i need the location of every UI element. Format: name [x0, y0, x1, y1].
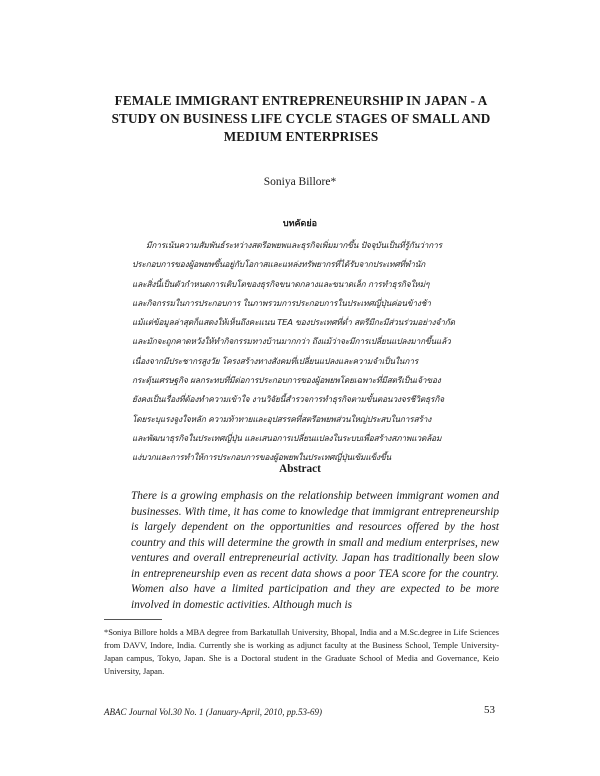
thai-abstract-line: แม้แต่ข้อมูลล่าสุดก็แสดงให้เห็นถึงคะแนน TEA ของประเทศที่ต่ำ สตรีมีกะมีส่วนร่วมอย่างจำกัด	[132, 317, 455, 328]
thai-abstract-line: และสิ่งนี้เป็นตัวกำหนดการเติบโตของธุรกิจขนาดกลางและขนาดเล็ก การทำธุรกิจใหม่ๆ	[132, 278, 430, 289]
paper-title: FEMALE IMMIGRANT ENTREPRENEURSHIP IN JAPAN - A STUDY ON BUSINESS LIFE CYCLE STAGES OF SMALL AND MEDIUM ENTERPRISES	[111, 93, 491, 144]
author-name: Soniya Billore*	[263, 176, 337, 188]
thai-abstract-line: มีการเน้นความสัมพันธ์ระหว่างสตรีอพยพและธุรกิจเพิ่มมากขึ้น ปัจจุบันเป็นที่รู้กันว่าการ	[146, 240, 442, 250]
thai-abstract-line: เนื่องจากมีประชากรสูงวัย โครงสร้างทางสังคมที่เปลี่ยนแปลงและความจำเป็นในการ	[132, 355, 419, 366]
page-number: 53	[484, 704, 495, 716]
journal-citation: ABAC Journal Vol.30 No. 1 (January-April, 2010, pp.53-69)	[104, 707, 322, 717]
abstract-heading: Abstract	[279, 463, 321, 475]
footnote-divider	[104, 619, 162, 620]
thai-abstract-line: ยังคงเป็นเรื่องที่ต้องทำความเข้าใจ งานวิจัยนี้สำรวจการทำธุรกิจตามขั้นตอนวงจรชีวิตธุรกิจ	[132, 394, 444, 405]
abstract-body: There is a growing emphasis on the relationship between immigrant women and businesses. With time, it has come to knowledge that immigrant entrepreneurship is largely dependent on the opportunities and resources offered by the host country and this will determine the growth in small and medium enterprises, new ventures and overall entrepreneurial activity. Japan has traditionally been slow in entrepreneurship even as recent data shows a poor TEA score for the country. Women also have a limited participation and they are expected to be more involved in domestic activities. Although much is	[131, 490, 499, 611]
thai-abstract-body	[132, 236, 497, 468]
thai-abstract-line: กระตุ้นเศรษฐกิจ ผลกระทบที่มีต่อการประกอบการของผู้อพยพโดยเฉพาะที่มีสตรีเป็นเจ้าของ	[132, 375, 441, 386]
thai-abstract-line: และพัฒนาธุรกิจในประเทศญี่ปุ่น และเสนอการเปลี่ยนแปลงในระบบเพื่อสร้างสภาพแวดล้อม	[132, 432, 442, 443]
author-footnote: *Soniya Billore holds a MBA degree from Barkatullah University, Bhopal, India and a M.Sc.degree in Life Sciences from DAVV, Indore, India. Currently she is working as adjunct faculty at the Business School, Temple University-Japan campus, Tokyo, Japan. She is a Doctoral student in the Graduate School of Media and Governance, Keio University, Japan.	[104, 628, 499, 676]
thai-abstract-line: และกิจกรรมในการประกอบการ ในภาพรวมการประกอบการในประเทศญี่ปุ่นค่อนข้างช้า	[132, 297, 431, 308]
thai-abstract-line: แง่บวกและการทำให้การประกอบการของผู้อพยพในประเทศญี่ปุ่นเข้มแข็งขึ้น	[132, 452, 392, 463]
thai-abstract-heading: บทคัดย่อ	[282, 219, 318, 229]
thai-abstract-line: ประกอบการของผู้อพยพขึ้นอยู่กับโอกาสและแหล่งทรัพยากรที่ได้รับจากประเทศที่พำนัก	[132, 259, 426, 270]
thai-abstract-line: และมักจะถูกคาดหวังให้ทำกิจกรรมทางบ้านมากกว่า ถึงแม้ว่าจะมีการเปลี่ยนแปลงมากขึ้นแล้ว	[132, 336, 451, 347]
thai-abstract-line: โดยระบุแรงจูงใจหลัก ความท้าทายและอุปสรรคที่สตรีอพยพส่วนใหญ่ประสบในการสร้าง	[132, 413, 432, 424]
